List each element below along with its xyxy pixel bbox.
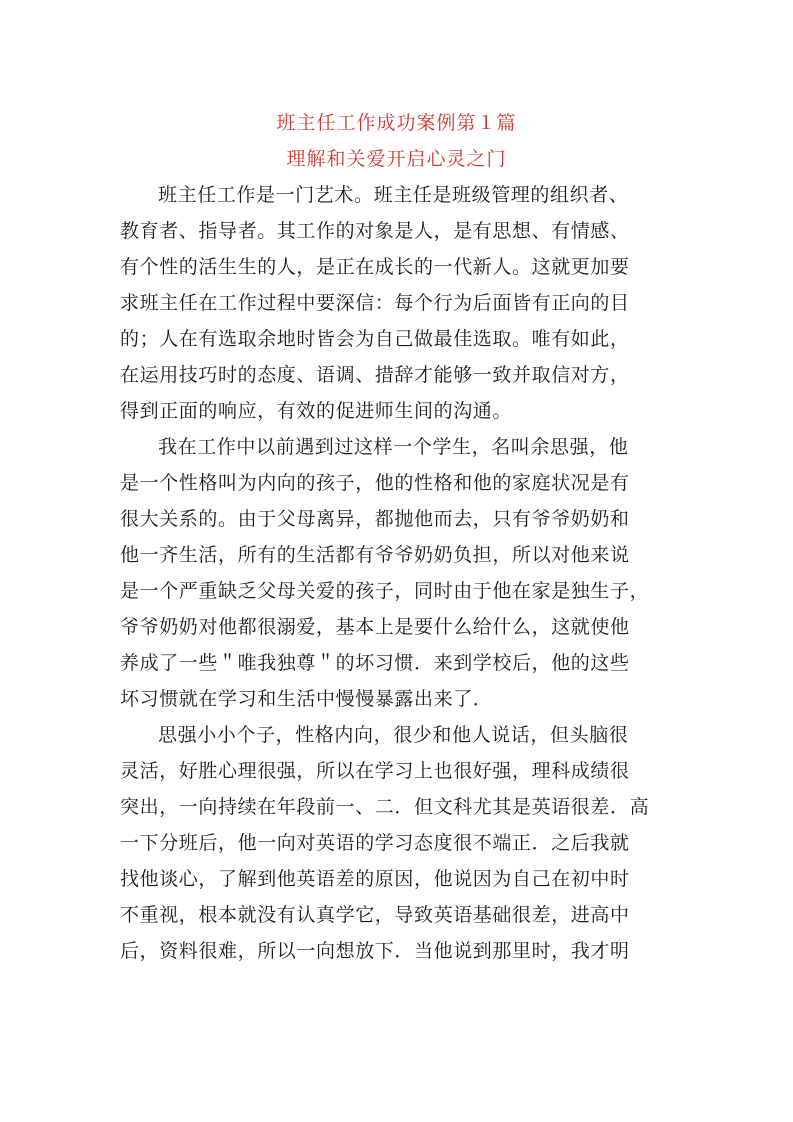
paragraph-1-line-5: 的；人在有选取余地时皆会为自己做最佳选取。唯有如此， [120,328,630,350]
paragraph-2-line-3: 很大关系的。由于父母离异，都抛他而去，只有爷爷奶奶和 [120,508,630,530]
paragraph-3-line-5: 找他谈心，了解到他英语差的原因，他说因为自己在初中时 [120,868,630,890]
paragraph-1-line-2: 教育者、指导者。其工作的对象是人，是有思想、有情感、 [120,220,630,242]
paragraph-3-line-7: 后，资料很难，所以一向想放下．当他说到那里时，我才明 [120,940,630,962]
paragraph-2-line-8: 坏习惯就在学习和生活中慢慢暴露出来了． [120,688,493,710]
paragraph-1-line-7: 得到正面的响应，有效的促进师生间的沟通。 [120,400,513,422]
paragraph-1-line-1: 班主任工作是一门艺术。班主任是班级管理的组织者、 [158,184,629,206]
paragraph-1-line-3: 有个性的活生生的人，是正在成长的一代新人。这就更加要 [120,256,630,278]
paragraph-1-line-6: 在运用技巧时的态度、语调、措辞才能够一致并取信对方， [120,364,630,386]
paragraph-1-line-4: 求班主任在工作过程中要深信：每个行为后面皆有正向的目 [120,292,630,314]
paragraph-2-line-2: 是一个性格叫为内向的孩子，他的性格和他的家庭状况是有 [120,472,630,494]
paragraph-3-line-6: 不重视，根本就没有认真学它，导致英语基础很差，进高中 [120,904,630,926]
document-subtitle: 理解和关爱开启心灵之门 [286,148,507,170]
paragraph-3-line-3: 突出，一向持续在年段前一、二．但文科尤其是英语很差．高 [120,796,650,818]
paragraph-3-line-4: 一下分班后，他一向对英语的学习态度很不端正．之后我就 [120,832,630,854]
paragraph-3-line-1: 思强小小个子，性格内向，很少和他人说话，但头脑很 [158,724,629,746]
paragraph-3-line-2: 灵活，好胜心理很强，所以在学习上也很好强，理科成绩很 [120,760,630,782]
document-title: 班主任工作成功案例第１篇 [276,112,517,134]
paragraph-2-line-1: 我在工作中以前遇到过这样一个学生，名叫余思强，他 [158,436,629,458]
paragraph-2-line-6: 爷爷奶奶对他都很溺爱，基本上是要什么给什么，这就使他 [120,616,630,638]
paragraph-2-line-4: 他一齐生活，所有的生活都有爷爷奶奶负担，所以对他来说 [120,544,630,566]
paragraph-2-line-5: 是一个严重缺乏父母关爱的孩子，同时由于他在家是独生子， [120,580,650,602]
paragraph-2-line-7: 养成了一些＂唯我独尊＂的坏习惯．来到学校后，他的这些 [120,652,630,674]
